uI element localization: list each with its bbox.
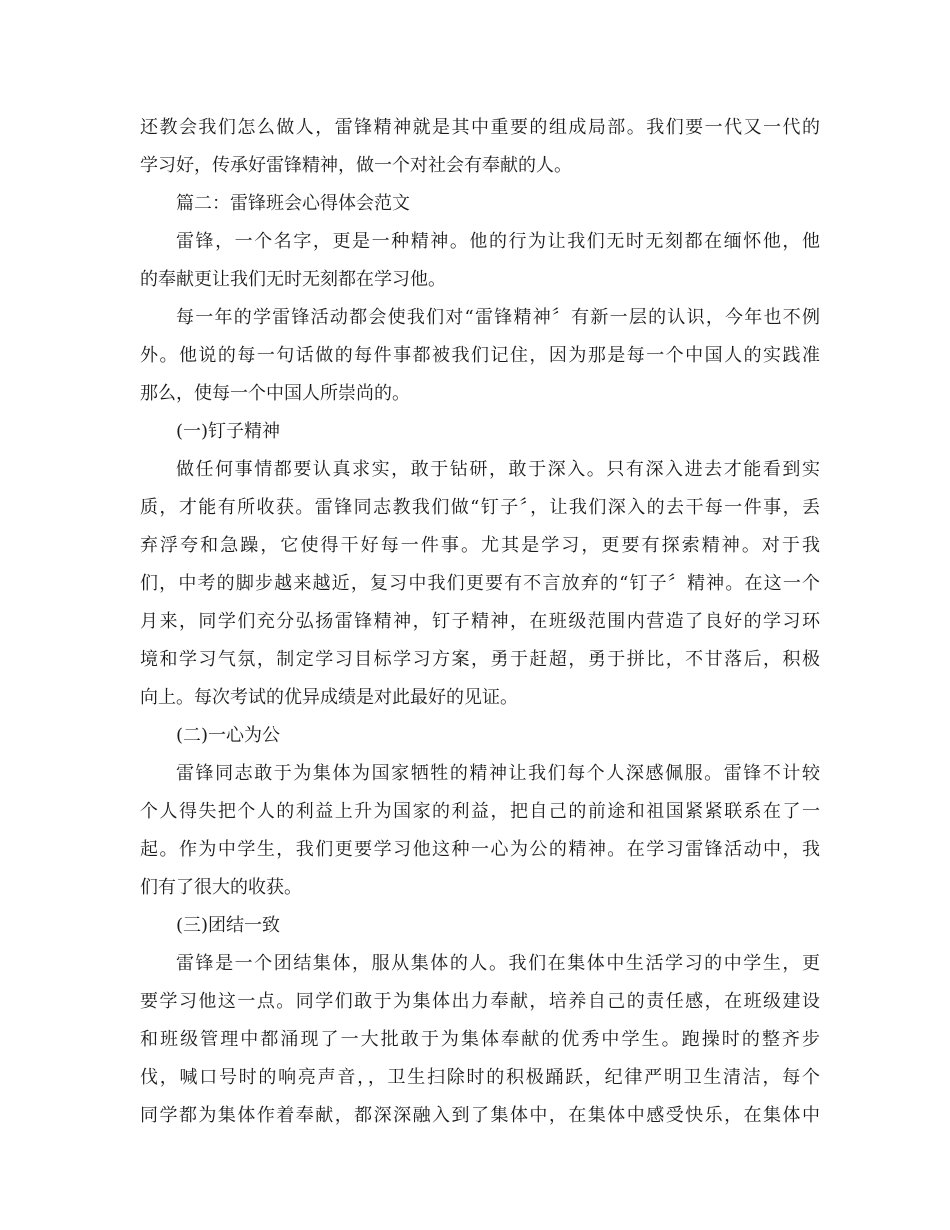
paragraph-line: 还教会我们怎么做人，雷锋精神就是其中重要的组成局部。我们要一代又一代的 bbox=[140, 117, 820, 138]
paragraph-line: 外。他说的每一句话做的每件事都被我们记住，因为那是每一个中国人的实践准 bbox=[140, 345, 820, 366]
paragraph-line: 境和学习气氛，制定学习目标学习方案，勇于赶超，勇于拼比，不甘落后，积极 bbox=[140, 649, 820, 670]
paragraph-line: 雷锋同志敢于为集体为国家牺牲的精神让我们每个人深感佩服。雷锋不计较 bbox=[176, 763, 820, 784]
paragraph-line: 雷锋是一个团结集体，服从集体的人。我们在集体中生活学习的中学生，更 bbox=[176, 953, 820, 974]
paragraph-line: 质，才能有所收获。雷锋同志教我们做“钉子〞，让我们深入的去干每一件事，丢 bbox=[140, 497, 820, 518]
paragraph-line: 起。作为中学生，我们更要学习他这种一心为公的精神。在学习雷锋活动中，我 bbox=[140, 839, 820, 860]
subsection-heading: (三)团结一致 bbox=[176, 915, 281, 936]
paragraph-line: 做任何事情都要认真求实，敢于钻研，敢于深入。只有深入进去才能看到实 bbox=[176, 459, 820, 480]
paragraph-line: 个人得失把个人的利益上升为国家的利益，把自己的前途和祖国紧紧联系在了一 bbox=[140, 801, 820, 822]
paragraph-line: 们有了很大的收获。 bbox=[140, 877, 302, 898]
subsection-heading: (二)一心为公 bbox=[176, 725, 281, 746]
paragraph-line: 伐，喊口号时的响亮声音，，卫生扫除时的积极踊跃，纪律严明卫生清洁，每个 bbox=[140, 1067, 820, 1088]
paragraph-line: 每一年的学雷锋活动都会使我们对“雷锋精神〞有新一层的认识，今年也不例 bbox=[176, 307, 820, 328]
paragraph-line: 那么，使每一个中国人所崇尚的。 bbox=[140, 383, 410, 404]
paragraph-line: 和班级管理中都涌现了一大批敢于为集体奉献的优秀中学生。跑操时的整齐步 bbox=[140, 1029, 820, 1050]
paragraph-line: 雷锋，一个名字，更是一种精神。他的行为让我们无时无刻都在缅怀他，他 bbox=[176, 231, 820, 252]
paragraph-line: 要学习他这一点。同学们敢于为集体出力奉献，培养自己的责任感，在班级建设 bbox=[140, 991, 820, 1012]
paragraph-line: 弃浮夸和急躁，它使得干好每一件事。尤其是学习，更要有探索精神。对于我 bbox=[140, 535, 820, 556]
paragraph-line: 月来，同学们充分弘扬雷锋精神，钉子精神，在班级范围内营造了良好的学习环 bbox=[140, 611, 820, 632]
paragraph-line: 同学都为集体作着奉献，都深深融入到了集体中，在集体中感受快乐，在集体中 bbox=[140, 1105, 820, 1126]
section-heading: 篇二：雷锋班会心得体会范文 bbox=[176, 193, 410, 214]
paragraph-line: 们，中考的脚步越来越近，复习中我们更要有不言放弃的“钉子〞精神。在这一个 bbox=[140, 573, 820, 594]
paragraph-line: 向上。每次考试的优异成绩是对此最好的见证。 bbox=[140, 687, 518, 708]
subsection-heading: (一)钉子精神 bbox=[176, 421, 281, 442]
paragraph-line: 学习好，传承好雷锋精神，做一个对社会有奉献的人。 bbox=[140, 155, 572, 176]
paragraph-line: 的奉献更让我们无时无刻都在学习他。 bbox=[140, 269, 446, 290]
